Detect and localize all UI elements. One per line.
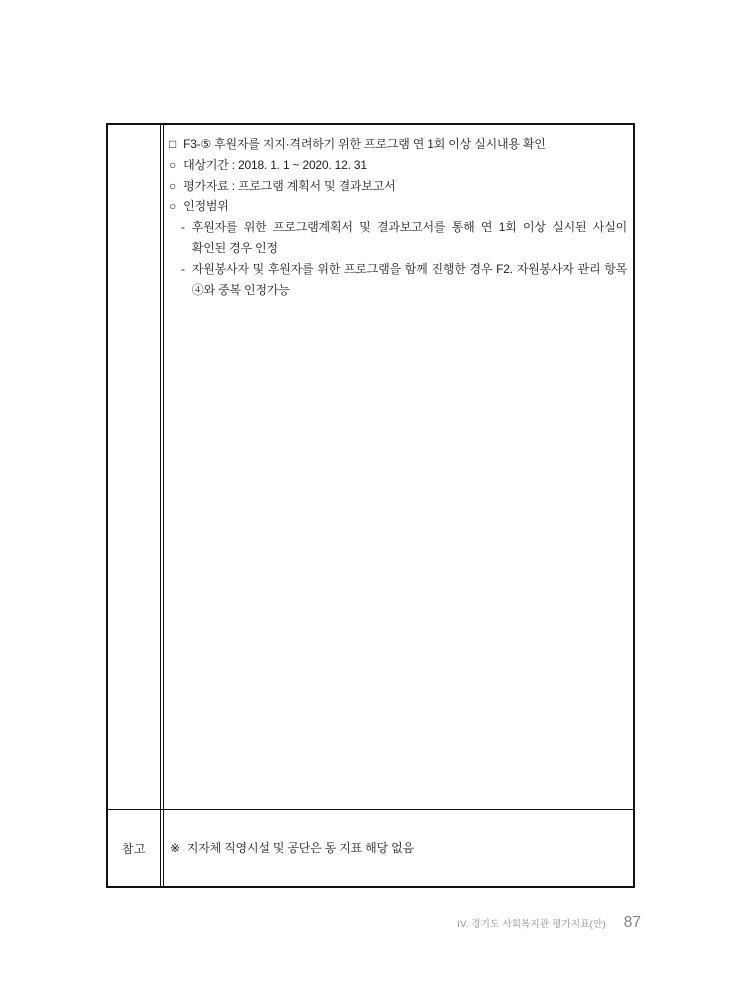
evaluation-indicator-table <box>106 123 635 888</box>
checklist-subitem-text: 후원자를 위한 프로그램계획서 및 결과보고서를 통해 연 1회 이상 실시된 사실이 확인된 경우 인정 <box>191 220 627 255</box>
bullet-reference-mark-icon: ※ <box>170 841 180 855</box>
checklist-item-text: 평가자료 : 프로그램 계획서 및 결과보고서 <box>183 178 396 193</box>
checklist-row-label-cell <box>108 125 164 809</box>
note-row-label: 참고 <box>108 810 164 886</box>
bullet-circle-icon: ○ <box>169 199 177 214</box>
page-footer <box>457 914 641 932</box>
note-line <box>170 839 414 857</box>
bullet-circle-icon: ○ <box>169 178 177 193</box>
note-content-cell <box>164 810 633 886</box>
note-text: 지자체 직영시설 및 공단은 동 지표 해당 없음 <box>186 841 414 855</box>
checklist-content-cell <box>164 125 633 809</box>
checklist-item-materials <box>169 176 627 197</box>
bullet-dash-icon: - <box>181 220 185 235</box>
checklist-item-text: 인정범위 <box>183 199 229 214</box>
checklist-item-period <box>169 155 627 176</box>
bullet-square-icon: □ <box>169 137 177 151</box>
checklist-item-scope <box>169 196 627 217</box>
footer-page-number: 87 <box>623 914 641 931</box>
checklist-title-line <box>169 134 627 155</box>
bullet-dash-icon: - <box>181 261 185 276</box>
checklist-title-text: F3-⑤ 후원자를 지지·격려하기 위한 프로그램 연 1회 이상 실시내용 확인 <box>183 137 546 151</box>
checklist-subitem-confirmation <box>169 217 627 259</box>
bullet-circle-icon: ○ <box>169 157 177 172</box>
note-row <box>108 809 633 886</box>
checklist-subitem-text: 자원봉사자 및 후원자를 위한 프로그램을 함께 진행한 경우 F2. 자원봉사자 관리 항목 ④와 중복 인정가능 <box>191 261 627 297</box>
checklist-row <box>108 125 633 809</box>
checklist-subitem-overlap <box>169 259 627 301</box>
checklist-item-text: 대상기간 : 2018. 1. 1 ~ 2020. 12. 31 <box>183 157 367 172</box>
footer-section-title: IV. 경기도 사회복지관 평가지표(안) <box>457 919 606 930</box>
